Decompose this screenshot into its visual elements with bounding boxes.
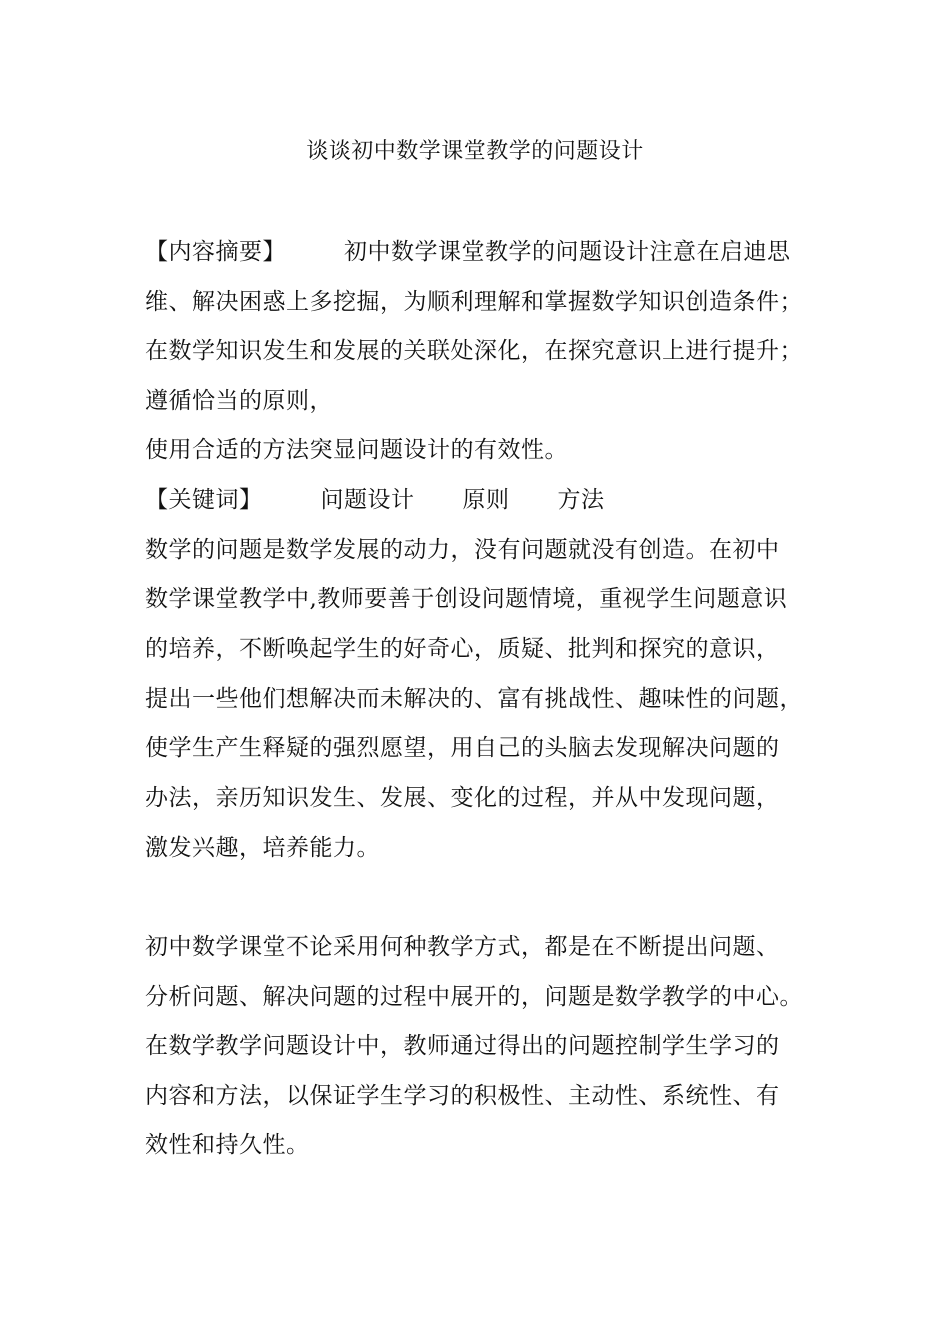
keywords-label: 【关键词】 [145,487,263,513]
keyword: 问题设计 [320,487,415,513]
abstract-line: 使用合适的方法突显问题设计的有效性。 [145,437,568,463]
paragraph-line: 数学课堂教学中,教师要善于创设问题情境，重视学生问题意识 [145,586,788,612]
paragraph-line: 的培养，不断唤起学生的好奇心，质疑、批判和探究的意识， [145,636,780,662]
document-title: 谈谈初中数学课堂教学的问题设计 [306,139,644,164]
abstract-label: 【内容摘要】 [145,239,286,265]
abstract-line: 遵循恰当的原则， [145,388,333,414]
paragraph-line: 办法，亲历知识发生、发展、变化的过程，并从中发现问题， [145,785,780,811]
abstract-line: 维、解决困惑上多挖掘，为顺利理解和掌握数学知识创造条件； [145,289,803,315]
keyword: 原则 [462,487,510,513]
paragraph-line: 效性和持久性。 [145,1132,310,1158]
paragraph-line: 提出一些他们想解决而未解决的、富有挑战性、趣味性的问题， [145,686,803,712]
keywords-line [145,485,605,515]
paragraph-line: 数学的问题是数学发展的动力，没有问题就没有创造。在初中 [145,537,780,563]
abstract-text: 初中数学课堂教学的问题设计注意在启迪思 [344,239,791,265]
paragraph-line: 激发兴趣，培养能力。 [145,835,380,861]
abstract-first-line [145,237,791,267]
abstract-line: 在数学知识发生和发展的关联处深化，在探究意识上进行提升； [145,338,803,364]
paragraph-line: 内容和方法，以保证学生学习的积极性、主动性、系统性、有 [145,1083,780,1109]
paragraph-line: 初中数学课堂不论采用何种教学方式，都是在不断提出问题、 [145,934,780,960]
paragraph-line: 使学生产生释疑的强烈愿望，用自己的头脑去发现解决问题的 [145,735,780,761]
paragraph-line: 在数学教学问题设计中，教师通过得出的问题控制学生学习的 [145,1033,780,1059]
paragraph-line: 分析问题、解决问题的过程中展开的，问题是数学教学的中心。 [145,984,803,1010]
keyword: 方法 [557,487,605,513]
